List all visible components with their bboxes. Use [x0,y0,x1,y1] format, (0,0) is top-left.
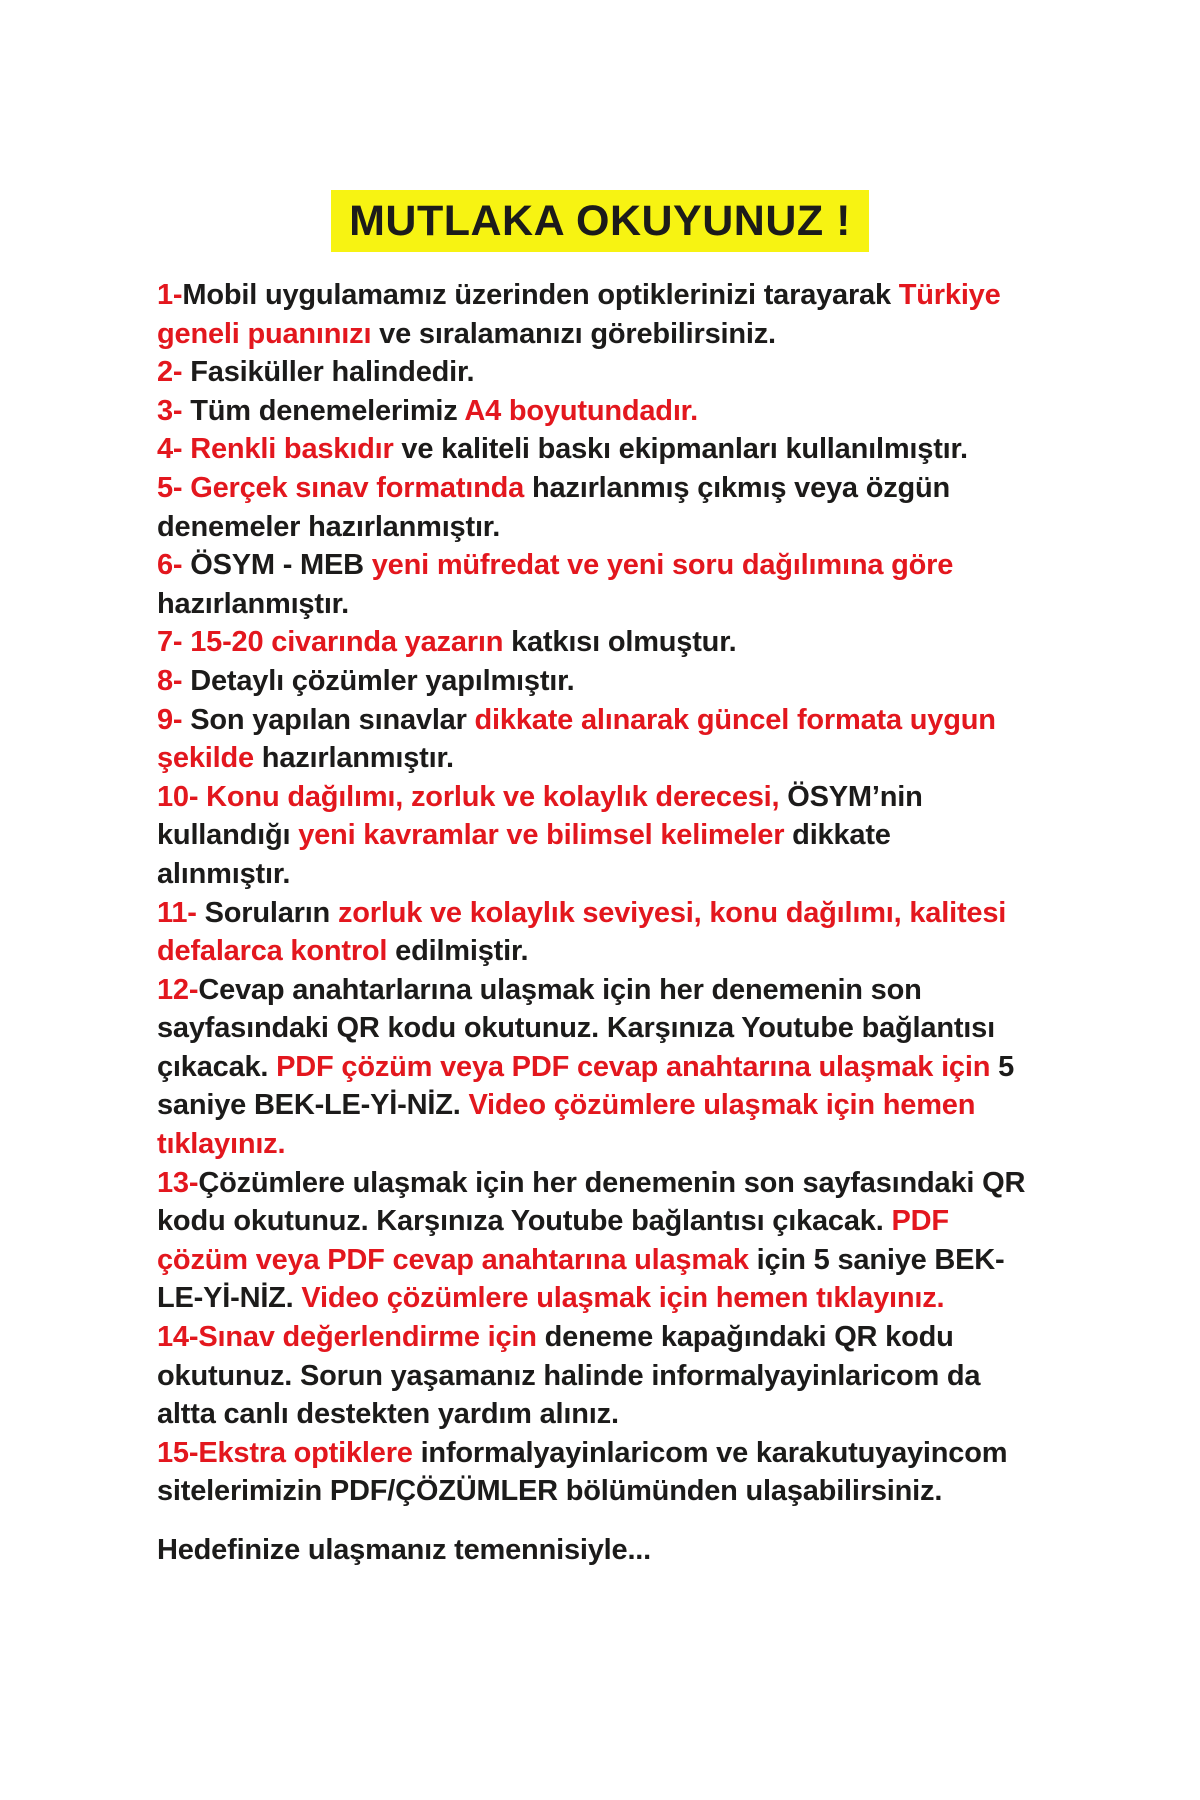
text-segment: Son yapılan sınavlar [182,703,475,736]
text-line [157,1395,1137,1434]
text-segment: ve kaliteli baskı ekipmanları kullanılmıştır. [393,433,968,466]
text-segment: 1- [157,279,183,311]
text-line [157,739,1137,778]
text-segment: denemeler hazırlanmıştır. [157,510,501,543]
text-segment: 8- [157,664,183,697]
text-line [157,1086,1137,1125]
text-segment: sayfasındaki QR kodu okutunuz. Karşınıza Youtube bağlantısı [157,1012,995,1045]
text-segment: Tüm denemelerimiz [182,394,465,427]
text-segment: 11- [157,896,197,929]
text-segment: Detaylı çözümler yapılmıştır. [182,664,575,697]
text-segment: 14-Sınav değerlendirme için [157,1321,537,1354]
text-line [157,392,1137,431]
text-segment: dikkate [784,819,891,852]
text-line [157,971,1137,1010]
text-segment: tıklayınız. [157,1128,286,1161]
text-line [157,623,1137,662]
text-segment: sitelerimizin PDF/ÇÖZÜMLER bölümünden ulaşabilirsiniz. [157,1475,943,1508]
text-line [157,1048,1137,1087]
text-segment: Hedefinize ulaşmanız temennisiyle... [157,1534,652,1566]
text-segment: geneli puanınızı [157,317,372,350]
text-segment: çözüm veya PDF cevap anahtarına ulaşmak [157,1243,749,1276]
text-segment: 3- [157,394,183,427]
text-segment: Türkiye [898,279,1001,311]
text-segment: Fasiküller halindedir. [182,356,475,389]
text-line [157,469,1137,508]
text-line [157,1164,1137,1203]
text-segment: ve sıralamanızı görebilirsiniz. [371,317,776,350]
text-segment: Mobil uygulamamız üzerinden optiklerinizi tarayarak [182,279,899,311]
text-line [157,430,1137,469]
text-line [157,1241,1137,1280]
text-line [157,816,1137,855]
text-segment: dikkate alınarak güncel formata uygun [474,703,996,736]
text-segment: Video çözümlere ulaşmak için hemen tıklayınız. [301,1282,945,1315]
page-title: MUTLAKA OKUYUNUZ ! [331,190,869,252]
text-segment: 12- [157,973,199,1006]
text-segment: Video çözümlere ulaşmak için hemen [468,1089,976,1122]
text-segment: yeni kavramlar ve bilimsel kelimeler [298,819,785,852]
text-segment: defalarca kontrol [157,935,388,968]
text-segment: hazırlanmış çıkmış veya özgün [524,471,951,504]
text-line [157,585,1137,624]
text-segment: 6- [157,549,183,582]
text-segment: hazırlanmıştır. [253,742,454,775]
text-line [157,1009,1137,1048]
text-line [157,546,1137,585]
text-line [157,855,1137,894]
text-line [157,353,1137,392]
text-segment: Soruların [196,896,338,929]
text-line [157,1531,1137,1570]
text-segment: deneme kapağındaki QR kodu [536,1321,954,1354]
text-segment: 5 [990,1050,1015,1083]
text-line [157,1434,1137,1473]
text-segment: çıkacak. [157,1050,277,1083]
text-line [157,1279,1137,1318]
text-segment: ÖSYM - MEB [182,549,372,582]
text-segment: 13- [157,1166,199,1199]
text-line [157,1318,1137,1357]
text-line [157,1357,1137,1396]
text-segment: okutunuz. Sorun yaşamanız halinde informalyayinlaricom da [157,1359,981,1392]
text-segment: altta canlı destekten yardım alınız. [157,1398,619,1431]
text-segment: 5- Gerçek sınav formatında [157,471,525,504]
body-lines [157,276,1137,1570]
page-header [0,190,1200,252]
text-segment: yeni müfredat ve yeni soru dağılımına göre [371,549,954,582]
text-segment: zorluk ve kolaylık seviyesi, konu dağılımı, kalitesi [337,896,1007,929]
text-segment: 2- [157,356,183,389]
text-segment: hazırlanmıştır. [157,587,350,620]
text-line [157,315,1137,354]
text-line [157,276,1137,315]
text-segment: ÖSYM’nin [779,780,923,813]
text-segment: LE-Yİ-NİZ. [157,1282,302,1315]
text-line [157,932,1137,971]
text-segment: için 5 saniye BEK- [748,1243,1005,1276]
text-segment: 9- [157,703,183,736]
text-segment: katkısı olmuştur. [503,626,737,659]
text-segment: kullandığı [157,819,299,852]
text-line [157,662,1137,701]
text-line [157,701,1137,740]
text-line [157,778,1137,817]
text-segment: 7- 15-20 civarında yazarın [157,626,504,659]
text-segment: 10- Konu dağılımı, zorluk ve kolaylık derecesi, [157,780,780,813]
text-segment: PDF çözüm veya PDF cevap anahtarına ulaşmak için [276,1050,991,1083]
text-segment: A4 boyutundadır. [464,394,699,427]
text-line [157,508,1137,547]
text-line [157,1125,1137,1164]
text-segment: edilmiştir. [387,935,529,968]
text-line [157,1202,1137,1241]
text-segment: PDF [891,1205,949,1238]
text-line [157,1472,1137,1511]
text-segment: saniye BEK-LE-Yİ-NİZ. [157,1089,469,1122]
text-segment: 4- Renkli baskıdır [157,433,394,466]
text-segment: kodu okutunuz. Karşınıza Youtube bağlantısı çıkacak. [157,1205,892,1238]
text-segment: 15-Ekstra optiklere [157,1436,413,1469]
text-segment: Çözümlere ulaşmak için her denemenin son sayfasındaki QR [198,1166,1026,1199]
text-segment: Cevap anahtarlarına ulaşmak için her denemenin son [198,973,922,1006]
text-segment: alınmıştır. [157,857,291,890]
text-segment: informalyayinlaricom ve karakutuyayincom [412,1436,1008,1469]
text-line [157,894,1137,933]
text-segment: şekilde [157,742,254,775]
